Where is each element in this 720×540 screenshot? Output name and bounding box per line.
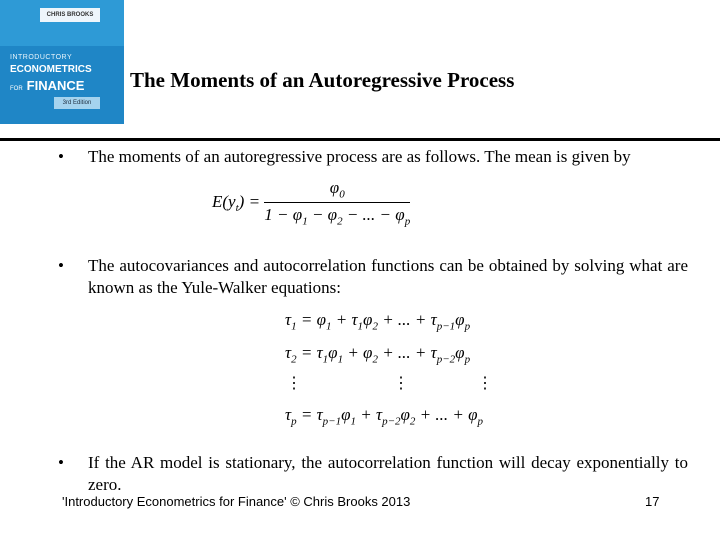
cover-title-line1: INTRODUCTORY xyxy=(10,54,73,61)
bullet-dot: • xyxy=(58,256,64,275)
cover-author: CHRIS BROOKS xyxy=(40,8,100,22)
bullet-dot: • xyxy=(58,453,64,472)
bullet-1-text: The moments of an autoregressive process are as follows. The mean is given by xyxy=(88,147,631,166)
vdots-2: ⋮ xyxy=(393,375,409,392)
mean-fraction: $\frac{\varphi_0}{1 - \varphi_1 - \varphi_2 - ... - \varphi_p}$ xyxy=(264,178,411,228)
bullet-dot: • xyxy=(58,147,64,166)
bullet-2-text: The autocovariances and autocorrelation functions can be obtained by solving what are known as the Yule-Walker equations: xyxy=(88,256,688,297)
bullet-3-text: If the AR model is stationary, the autocorrelation function will decay exponentially to zero. xyxy=(88,453,688,494)
vdots-3: ⋮ xyxy=(477,375,493,392)
cover-title-line3 xyxy=(10,78,84,93)
cover-title-for: FOR xyxy=(10,86,23,92)
cover-title-finance: FINANCE xyxy=(26,78,85,93)
title-divider xyxy=(0,138,720,141)
mean-equation: $E(y_t)$ = $\frac{\varphi_0}{1 - \varphi_1 - \varphi_2 - ... - \varphi_p}$ xyxy=(212,178,411,228)
footer-copyright: 'Introductory Econometrics for Finance' © Chris Brooks 2013 xyxy=(62,494,411,509)
cover-stripe xyxy=(0,0,124,46)
vdots-1: ⋮ xyxy=(286,375,302,392)
yule-walker-eq-1: $\tau_1 = \varphi_1 + \tau_1\varphi_2$ + ... + $\tau_{p-1}\varphi_p$ xyxy=(285,310,471,333)
page-number: 17 xyxy=(645,494,660,509)
cover-edition: 3rd Edition xyxy=(54,97,100,109)
yule-walker-eq-2: $\tau_2 = \tau_1\varphi_1 + \varphi_2$ + ... + $\tau_{p-2}\varphi_p$ xyxy=(285,343,471,366)
slide-title: The Moments of an Autoregressive Process xyxy=(130,68,515,92)
book-cover-image xyxy=(0,0,124,124)
yule-walker-eq-p: $\tau_p = \tau_{p-1}\varphi_1 + \tau_{p-2}\varphi_2$ + ... + $\varphi_p$ xyxy=(285,405,484,428)
cover-title-line2: ECONOMETRICS xyxy=(10,64,92,75)
